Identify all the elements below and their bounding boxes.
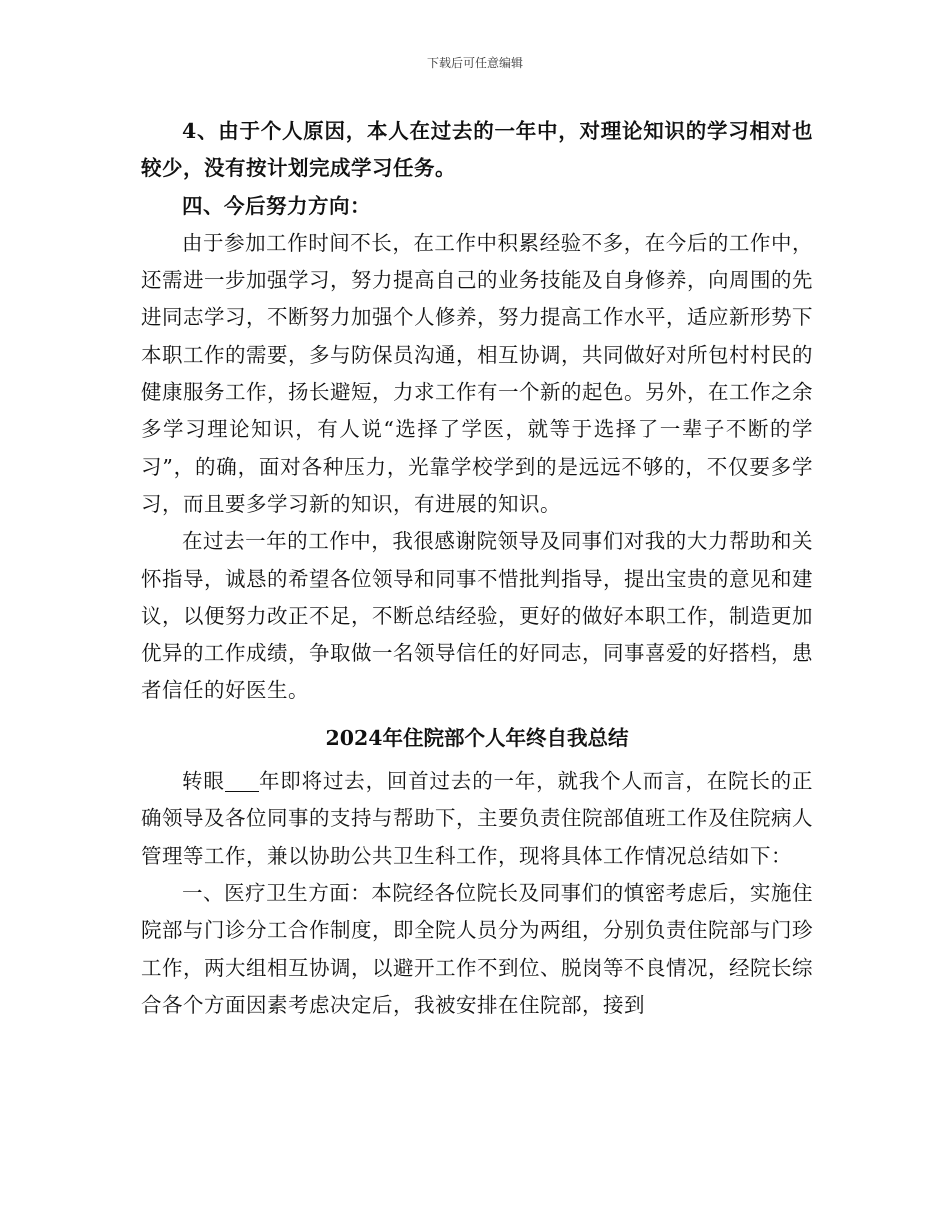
intro-body-text: 年即将过去，回首过去的一年，就我个人而言，在院长的正确领导及各位同事的支持与帮助下，主要负责住院部值班工作及住院病人管理等工作，兼以协助公共卫生科工作，现将具体工作情况总结如下： bbox=[141, 769, 814, 868]
paragraph-medical-section: 一、医疗卫生方面：本院经各位院长及同事们的慎密考虑后，实施住院部与门诊分工合作制度，即全院人员分为两组，分别负责住院部与门珍工作，两大组相互协调，以避开工作不到位、脱岗等不良情况，经院长综合各个方面因素考虑决定后，我被安排在住院部，接到 bbox=[141, 880, 813, 1017]
intro-lead-text: 转眼 bbox=[182, 769, 225, 794]
section-heading-future-direction: 四、今后努力方向： bbox=[182, 193, 371, 218]
paragraph-point-4: 4、由于个人原因，本人在过去的一年中，对理论知识的学习相对也较少，没有按计划完成学习任务。 bbox=[141, 119, 813, 181]
paragraph-thanks: 在过去一年的工作中，我很感谢院领导及同事们对我的大力帮助和关怀指导，诚恳的希望各位领导和同事不惜批判指导，提出宝贵的意见和建议，以便努力改正不足，不断总结经验，更好的做好本职工作，制造更加优异的工作成绩，争取做一名领导信任的好同志，同事喜爱的好搭档，患者信任的好医生。 bbox=[141, 529, 813, 703]
page-header: 下载后可任意编辑 bbox=[426, 56, 523, 70]
document-body bbox=[141, 113, 813, 1024]
fill-in-blank bbox=[225, 771, 259, 793]
paragraph-future-plans: 由于参加工作时间不长，在工作中积累经验不多，在今后的工作中，还需进一步加强学习，努力提高自己的业务技能及自身修养，向周围的先进同志学习，不断努力加强个人修养，努力提高工作水平，适应新形势下本职工作的需要，多与防保员沟通，相互协调，共同做好对所包村村民的健康服务工作，扬长避短，力求工作有一个新的起色。另外，在工作之余多学习理论知识，有人说“选择了学医，就等于选择了一辈子不断的学习”，的确，面对各种压力，光靠学校学到的是远远不够的，不仅要多学习，而且要多学习新的知识，有进展的知识。 bbox=[141, 230, 813, 516]
document-title: 2024年住院部个人年终自我总结 bbox=[325, 725, 629, 750]
paragraph-intro bbox=[141, 763, 813, 875]
